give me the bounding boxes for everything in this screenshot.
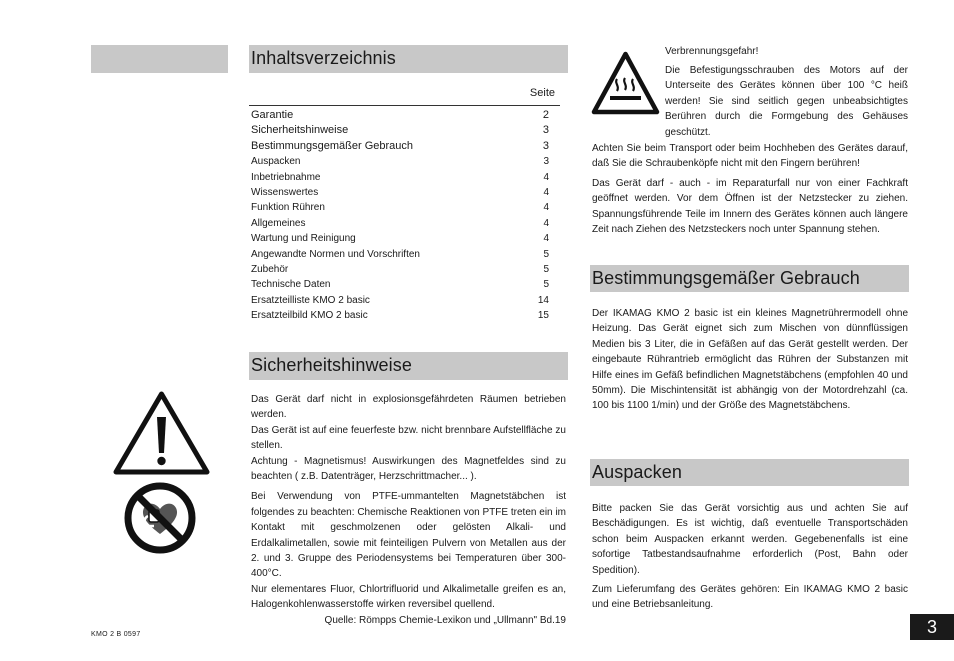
toc-entry[interactable]: Wissenswertes 4 [251,187,549,199]
safety-paragraph: Achtung - Magnetismus! Auswirkungen des Magnetfeldes sind zu beachten ( z.B. Datenträger, Herzschrittmacher... ). [251,455,566,483]
toc-entry[interactable]: Funktion Rühren 4 [251,202,549,214]
document-code: KMO 2 B 0597 [91,631,141,638]
safety-paragraph: Das Gerät ist auf eine feuerfeste bzw. nicht brennbare Aufstellfläche zu stellen. [251,424,566,452]
toc-entry[interactable]: Sicherheitshinweise 3 [251,124,549,137]
burn-title: Verbrennungsgefahr! [665,46,759,57]
toc-entry[interactable]: Ersatzteilliste KMO 2 basic 14 [251,294,549,306]
toc-entry[interactable]: Wartung und Reinigung 4 [251,233,549,245]
usage-paragraph: Der IKAMAG KMO 2 basic ist ein kleines Magnetrührermodell ohne Heizung. Das Gerät eignet sich zum Mischen von dünnflüssigen Medien bis 3 Liter, die in Gefäßen auf das Gerät gestellt werden. Der eingebaute Rührantrieb ermöglicht das Rühren der Substanzen mit Hilfe eines im Gefäß befindlichen Magnetstäbchens (empfohlen 40 und 50mm). Die Mischintensität ist abhängig von der Motordrehzahl (ca. 100 bis 1100 1/min) und der Größe des Magnetstäbchens. [592,308,908,412]
toc-entry[interactable]: Ersatzteilbild KMO 2 basic 15 [251,310,549,322]
toc-entry[interactable]: Auspacken 3 [251,156,549,168]
safety-paragraph: Nur elementares Fluor, Chlortrifluorid und Alkalimetalle greifen es an, Halogenkohlenwasserstoffe wirken reversibel quellend. [251,583,566,611]
usage-heading: Bestimmungsgemäßer Gebrauch [590,265,909,292]
safety-source: Quelle: Römpps Chemie-Lexikon und „Ullmann" Bd.19 [324,614,566,626]
page-number-badge: 3 [910,614,954,640]
burn-paragraph-1: Die Befestigungsschrauben des Motors auf der Unterseite des Gerätes können über 100 °C heiß werden! Sie sind seitlich gegen unbeabsichtigtes Berühren durch die Formgebung des Gehäuses geschützt. [665,65,908,138]
toc-divider [249,105,560,106]
margin-grey-bar [91,45,228,73]
warning-triangle-icon [113,391,210,475]
unpack-paragraph-1: Bitte packen Sie das Gerät vorsichtig aus und achten Sie auf Beschädigungen. Es ist wichtig, daß eventuelle Transportschäden schon beim Auspacken erkannt werden. Gegebenenfalls ist eine sofortige Tatbestandsaufnahme erforderlich (Post, Bahn oder Spedition). [592,503,908,576]
toc-list [251,108,551,324]
toc-entry[interactable]: Allgemeines 4 [251,217,549,229]
safety-paragraph: Das Gerät darf nicht in explosionsgefährdeten Räumen betrieben werden. [251,394,566,421]
safety-heading: Sicherheitshinweise [249,352,568,380]
toc-entry[interactable]: Garantie 2 [251,109,549,121]
burn-paragraph-3: Das Gerät darf - auch - im Reparaturfall nur von einer Fachkraft geöffnet werden. Vor dem Öffnen ist der Netzstecker zu ziehen. Spannungsführende Teile im Innern des Gerätes können auch längere Zeit nach Ziehen des Netzsteckers noch unter Spannung stehen. [592,178,908,236]
unpack-heading: Auspacken [590,459,909,486]
burn-paragraph-2: Achten Sie beim Transport oder beim Hochheben des Gerätes darauf, daß Sie die Schraubenköpfe nicht mit den Fingern berühren! [592,143,908,170]
toc-entry[interactable]: Zubehör 5 [251,264,549,276]
toc-page-header: Seite [529,87,555,99]
no-pacemaker-icon [124,482,196,554]
toc-entry[interactable]: Inbetriebnahme 4 [251,171,549,183]
toc-entry[interactable]: Bestimmungsgemäßer Gebrauch 3 [251,139,549,152]
toc-entry[interactable]: Angewandte Normen und Vorschriften 5 [251,248,549,260]
safety-paragraph: Bei Verwendung von PTFE-ummantelten Magnetstäbchen ist folgendes zu beachten: Chemische Reaktionen von PTFE treten ein im Kontakt mit geschmolzenen oder gelösten Alkali- und Erdalkalimetallen, sowie mit feinteiligen Pulvern von Metallen aus der 2. und 3. Gruppe des Periodensystems bei Temperaturen über 300-400°C. [251,491,566,580]
toc-heading: Inhaltsverzeichnis [249,45,568,73]
unpack-paragraph-2: Zum Lieferumfang des Gerätes gehören: Ein IKAMAG KMO 2 basic und eine Betriebsanleitung. [592,584,908,611]
toc-entry[interactable]: Technische Daten 5 [251,279,549,291]
hot-surface-icon [591,51,660,116]
safety-text [251,392,566,628]
